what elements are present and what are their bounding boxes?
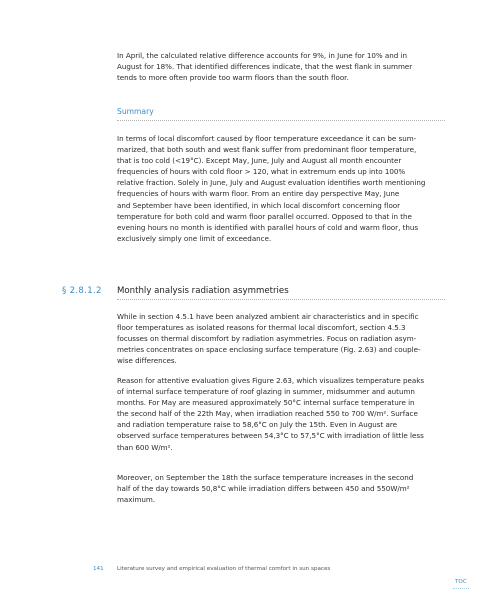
text-line: focusses on thermal discomfort by radiation asymmetries. Focus on radiation asym- [117,334,417,344]
text-line: of internal surface temperature of roof glazing in summer, midsummer and autumn [117,387,415,397]
intro-paragraph [117,50,445,83]
text-line: half of the day towards 50,8°C while irradiation differs between 450 and 550W/m² [117,484,410,494]
text-line: marized, that both south and west flank suffer from predominant floor temperature, [117,145,417,155]
text-line: In April, the calculated relative difference accounts for 9%, in June for 10% and in [117,51,408,60]
text-line: and radiation temperature raise to 58,6°C on July the 15th. Even in August are [117,420,398,430]
text-line: tends to more often provide too warm floors than the south floor. [117,73,349,83]
section-paragraph-1 [117,311,445,366]
section-title: Monthly analysis radiation asymmetries [117,286,289,296]
page-number: 141 [93,566,104,572]
text-line: evening hours no month is identified with parallel hours of cold and warm floor, thus [117,222,419,232]
text-line: months. For May are measured approximately 50°C internal surface temperature in [117,398,415,408]
text-line: temperature for both cold and warm floor parallel occurred. Opposed to that in the [117,211,412,221]
text-line: maximum. [117,495,156,505]
text-line: observed surface temperatures between 54,3°C to 57,5°C with irradiation of little less [117,431,424,441]
text-line: While in section 4.5.1 have been analyzed ambient air characteristics and in specific [117,312,419,321]
text-line: August for 18%. That identified differences indicate, that the west flank in summer [117,62,413,72]
section-divider [117,299,445,300]
text-line: frequencies of hours with cold floor > 120, what in extremum ends up into 100% [117,167,406,177]
text-line: Moreover, on September the 18th the surface temperature increases in the second [117,473,414,482]
summary-divider [117,120,445,121]
summary-heading: Summary [117,107,154,116]
running-footer: Literature survey and empirical evaluation of thermal comfort in sun spaces [117,566,331,572]
text-line: exclusively simply one limit of exceedance. [117,233,272,243]
toc-underline [453,588,469,589]
summary-paragraph [117,133,445,244]
text-line: that is too cold (<19°C). Except May, June, July and August all month encounter [117,156,402,166]
text-line: wise differences. [117,356,177,366]
text-line: floor temperatures as isolated reasons for thermal local discomfort, section 4.5.3 [117,323,406,333]
toc-link[interactable]: TOC [455,579,467,585]
text-line: metries concentrates on space enclosing surface temperature (Fig. 2.63) and couple- [117,345,421,355]
text-line: and September have been identified, in which local discomfort concerning floor [117,200,401,210]
section-paragraph-3 [117,472,445,505]
text-line: relative fraction. Solely in June, July and August evaluation identifies worth mentioning [117,178,426,188]
text-line: the second half of the 22th May, when irradiation reached 550 to 700 W/m². Surface [117,409,418,419]
text-line: frequencies of hours with warm floor. From an entire day perspective May, June [117,189,400,199]
section-paragraph-2 [117,375,445,453]
section-number: § 2.8.1.2 [62,286,102,296]
text-line: Reason for attentive evaluation gives Figure 2.63, which visualizes temperature peaks [117,376,425,385]
text-line: In terms of local discomfort caused by floor temperature exceedance it can be sum- [117,134,417,143]
text-line: than 600 W/m². [117,442,173,452]
